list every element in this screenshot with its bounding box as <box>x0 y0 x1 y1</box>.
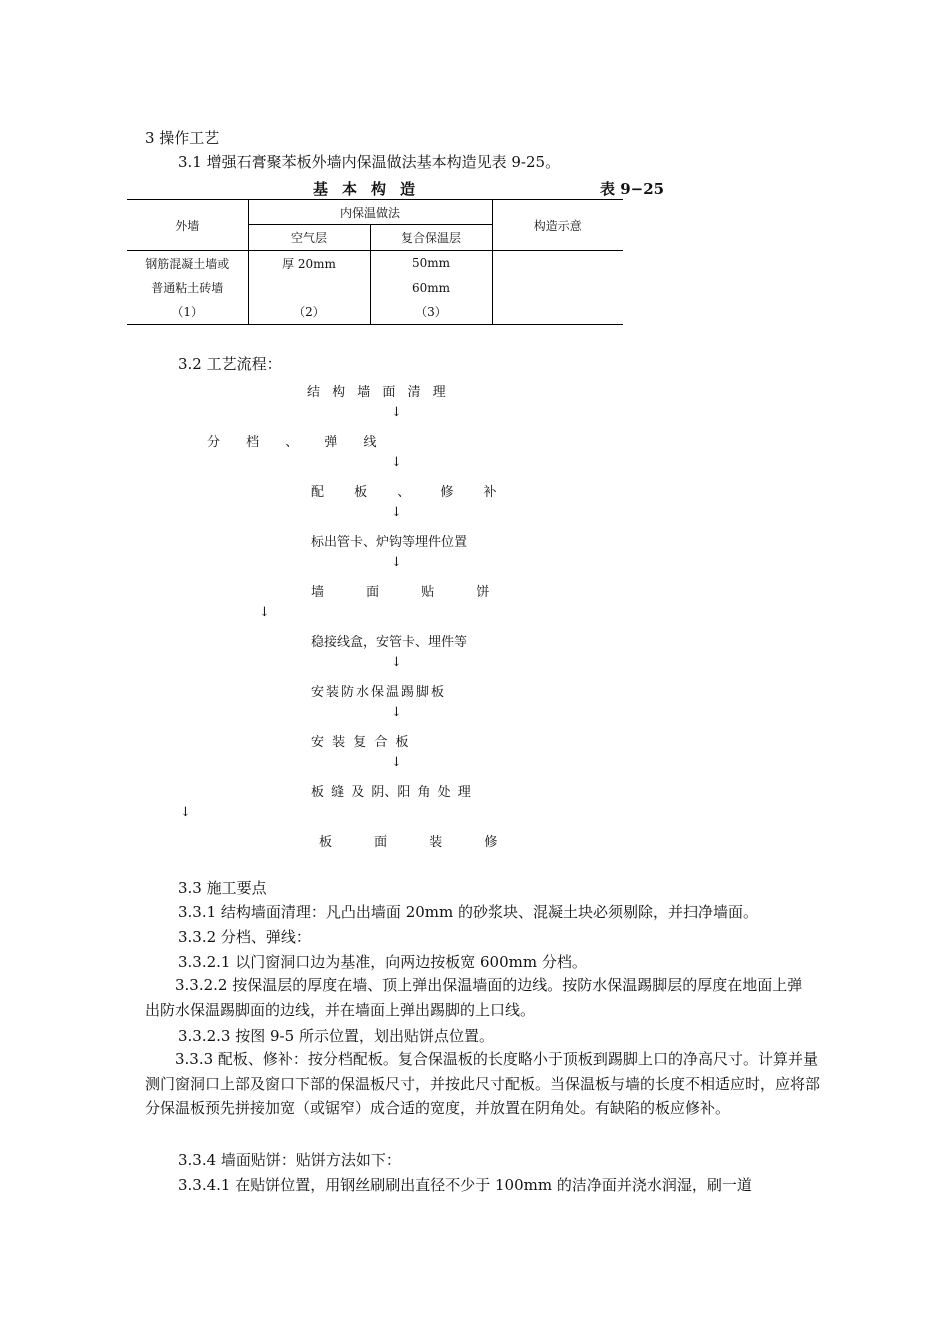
flow-step-3: 配 板 、 修 补 <box>311 485 497 500</box>
flow-arrow-1: ↓ <box>391 405 402 420</box>
cell-comp-1: 50mm <box>370 251 492 276</box>
flow-title: 3.2 工艺流程： <box>178 355 282 373</box>
flow-step-7: 安装防水保温踢脚板 <box>311 685 447 700</box>
cell-diagram <box>492 251 623 325</box>
flow-arrow-6: ↓ <box>391 655 402 670</box>
paragraph-3-3-4: 3.3.4 墙面贴饼：贴饼方法如下： <box>178 1151 401 1169</box>
table-number: 表 9−25 <box>600 180 665 198</box>
flow-arrow-2: ↓ <box>391 455 402 470</box>
cell-air-1: 厚 20mm <box>248 251 370 276</box>
flow-arrow-8: ↓ <box>391 755 402 770</box>
flow-step-10: 板 面 装 修 <box>319 835 498 850</box>
header-wall: 外墙 <box>127 200 248 251</box>
paragraph-3-3-3: 3.3.3 配板、修补：按分档配板。复合保温板的长度略小于顶板到踢脚上口的净高尺寸。计算并量测门窗洞口上部及窗口下部的保温板尺寸，并按此尺寸配板。当保温板与墙的长度不相适应时，应将部分保温板预先拼接加宽（或锯窄）成合适的宽度，并放置在阴角处。有缺陷的板应修补。 <box>145 1050 821 1117</box>
flow-step-5: 墙 面 贴 饼 <box>311 585 490 600</box>
cell-wall-2: 普通粘土砖墙 <box>127 276 248 300</box>
flow-step-4: 标出管卡、炉钩等埋件位置 <box>311 535 468 550</box>
header-composite: 复合保温层 <box>370 225 492 251</box>
header-diagram: 构造示意 <box>492 200 623 251</box>
cell-comp-3: （3） <box>370 300 492 325</box>
flow-step-9: 板 缝 及 阴、阳 角 处 理 <box>311 785 471 800</box>
cell-comp-2: 60mm <box>370 276 492 300</box>
paragraph-3-3-2-2: 3.3.2.2 按保温层的厚度在墙、顶上弹出保温墙面的边线。按防水保温踢脚层的厚度在地面上弹出防水保温踢脚面的边线，并在墙面上弹出踢脚的上口线。 <box>145 976 803 1019</box>
flow-step-6: 稳接线盒，安管卡、埋件等 <box>311 635 468 650</box>
flow-arrow-4: ↓ <box>391 555 402 570</box>
table-title: 基本构造 <box>313 180 430 198</box>
paragraph-3-3-2-3: 3.3.2.3 按图 9-5 所示位置，划出贴饼点位置。 <box>178 1027 494 1045</box>
paragraph-3-3-2-1: 3.3.2.1 以门窗洞口边为基准，向两边按板宽 600mm 分档。 <box>178 953 587 971</box>
flow-step-2: 分 档 、 弹 线 <box>207 435 377 450</box>
intro-text: 3.1 增强石膏聚苯板外墙内保温做法基本构造见表 9-25。 <box>178 153 561 171</box>
flow-step-1: 结 构 墙 面 清 理 <box>307 385 446 400</box>
paragraph-3-3-4-1: 3.3.4.1 在贴饼位置，用钢丝刷刷出直径不少于 100mm 的洁净面并浇水润湿，刷一道 <box>178 1176 752 1194</box>
flow-arrow-9: ↓ <box>180 805 191 820</box>
cell-air-2 <box>248 276 370 300</box>
flow-arrow-5: ↓ <box>259 605 270 620</box>
section-title: 3 操作工艺 <box>145 129 220 147</box>
paragraph-3-3-2: 3.3.2 分档、弹线： <box>178 928 311 946</box>
cell-wall-3: （1） <box>127 300 248 325</box>
paragraph-3-3: 3.3 施工要点 <box>178 879 267 897</box>
cell-wall-1: 钢筋混凝土墙或 <box>127 251 248 276</box>
header-method: 内保温做法 <box>248 200 492 225</box>
cell-air-3: （2） <box>248 300 370 325</box>
header-air: 空气层 <box>248 225 370 251</box>
construction-table <box>127 199 623 325</box>
flow-arrow-7: ↓ <box>391 705 402 720</box>
flow-arrow-3: ↓ <box>391 505 402 520</box>
paragraph-3-3-1: 3.3.1 结构墙面清理：凡凸出墙面 20mm 的砂浆块、混凝土块必须剔除，并扫净墙面。 <box>178 903 759 921</box>
flow-step-8: 安 装 复 合 板 <box>311 735 409 750</box>
